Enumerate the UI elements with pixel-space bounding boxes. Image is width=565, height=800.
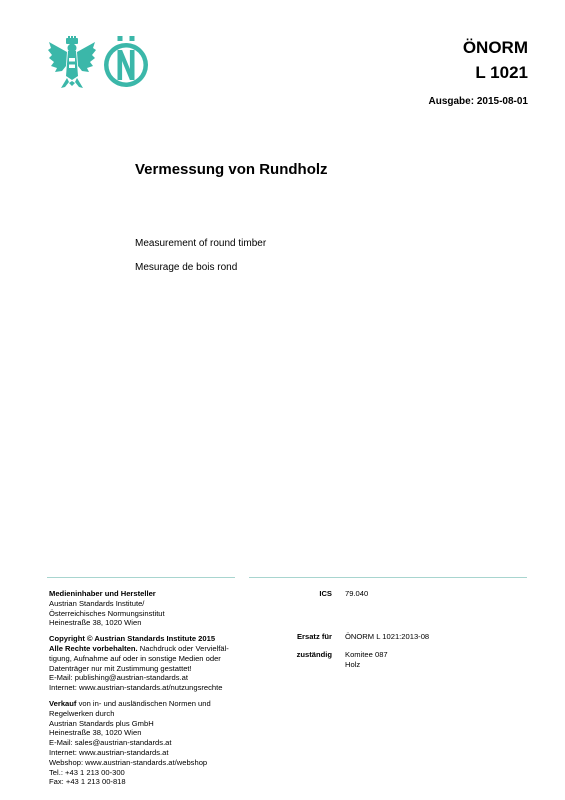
owner-heading: Medieninhaber und Hersteller <box>49 589 156 598</box>
sales-line: Heinestraße 38, 1020 Wien <box>49 728 142 738</box>
title-french: Mesurage de bois rond <box>135 262 238 273</box>
imprint-sales <box>49 699 249 787</box>
issue-date: Ausgabe: 2015-08-01 <box>428 96 528 107</box>
ics-label: ICS <box>319 589 332 598</box>
rights-rest: Nachdruck oder Vervielfäl- <box>137 643 229 653</box>
sales-fax: Fax: +43 1 213 00-818 <box>49 777 126 787</box>
copyright-heading: Copyright © Austrian Standards Institute 2015 <box>49 634 216 644</box>
committee-number: Komitee 087 <box>345 650 388 659</box>
owner-line: Heinestraße 38, 1020 Wien <box>49 618 142 628</box>
divider-right <box>249 577 527 578</box>
standard-name: ÖNORM <box>462 38 528 57</box>
publishing-email: E-Mail: publishing@austrian-standards.at <box>49 673 188 683</box>
sales-line: Austrian Standards plus GmbH <box>49 718 154 728</box>
title-german: Vermessung von Rundholz <box>135 161 328 178</box>
replaces-value: ÖNORM L 1021:2013-08 <box>345 632 430 641</box>
rights-url: Internet: www.austrian-standards.at/nutzungsrechte <box>49 683 223 693</box>
sales-rest: von in- und ausländischen Normen und <box>76 698 211 708</box>
imprint <box>49 589 249 793</box>
imprint-owner <box>49 589 249 628</box>
rights-line: tigung, Aufnahme auf oder in sonstige Medien oder <box>49 653 221 663</box>
austrian-eagle-logo <box>47 36 97 90</box>
sales-webshop: Webshop: www.austrian-standards.at/webshop <box>49 757 208 767</box>
oen-logo <box>100 36 152 90</box>
owner-line: Österreichisches Normungsinstitut <box>49 608 165 618</box>
imprint-copyright <box>49 634 249 693</box>
sales-phone: Tel.: +43 1 213 00-300 <box>49 767 125 777</box>
sales-bold: Verkauf <box>49 698 77 708</box>
title-english: Measurement of round timber <box>135 238 267 249</box>
sales-internet: Internet: www.austrian-standards.at <box>49 747 169 757</box>
ics-value: 79.040 <box>345 589 369 598</box>
rights-bold: Alle Rechte vorbehalten. <box>49 643 138 653</box>
rights-line: Datenträger nur mit Zustimmung gestattet! <box>49 663 192 673</box>
committee-topic: Holz <box>345 659 361 669</box>
sales-line: Regelwerken durch <box>49 708 115 718</box>
replaces-label: Ersatz für <box>296 632 332 641</box>
sales-email: E-Mail: sales@austrian-standards.at <box>49 738 172 748</box>
divider-left <box>47 577 235 578</box>
standard-number: L 1021 <box>475 63 528 82</box>
owner-line: Austrian Standards Institute/ <box>49 598 145 608</box>
sales-first-line <box>49 699 249 709</box>
committee-value <box>345 650 388 670</box>
rights-first-line <box>49 644 249 654</box>
committee-label: zuständig <box>296 650 332 659</box>
